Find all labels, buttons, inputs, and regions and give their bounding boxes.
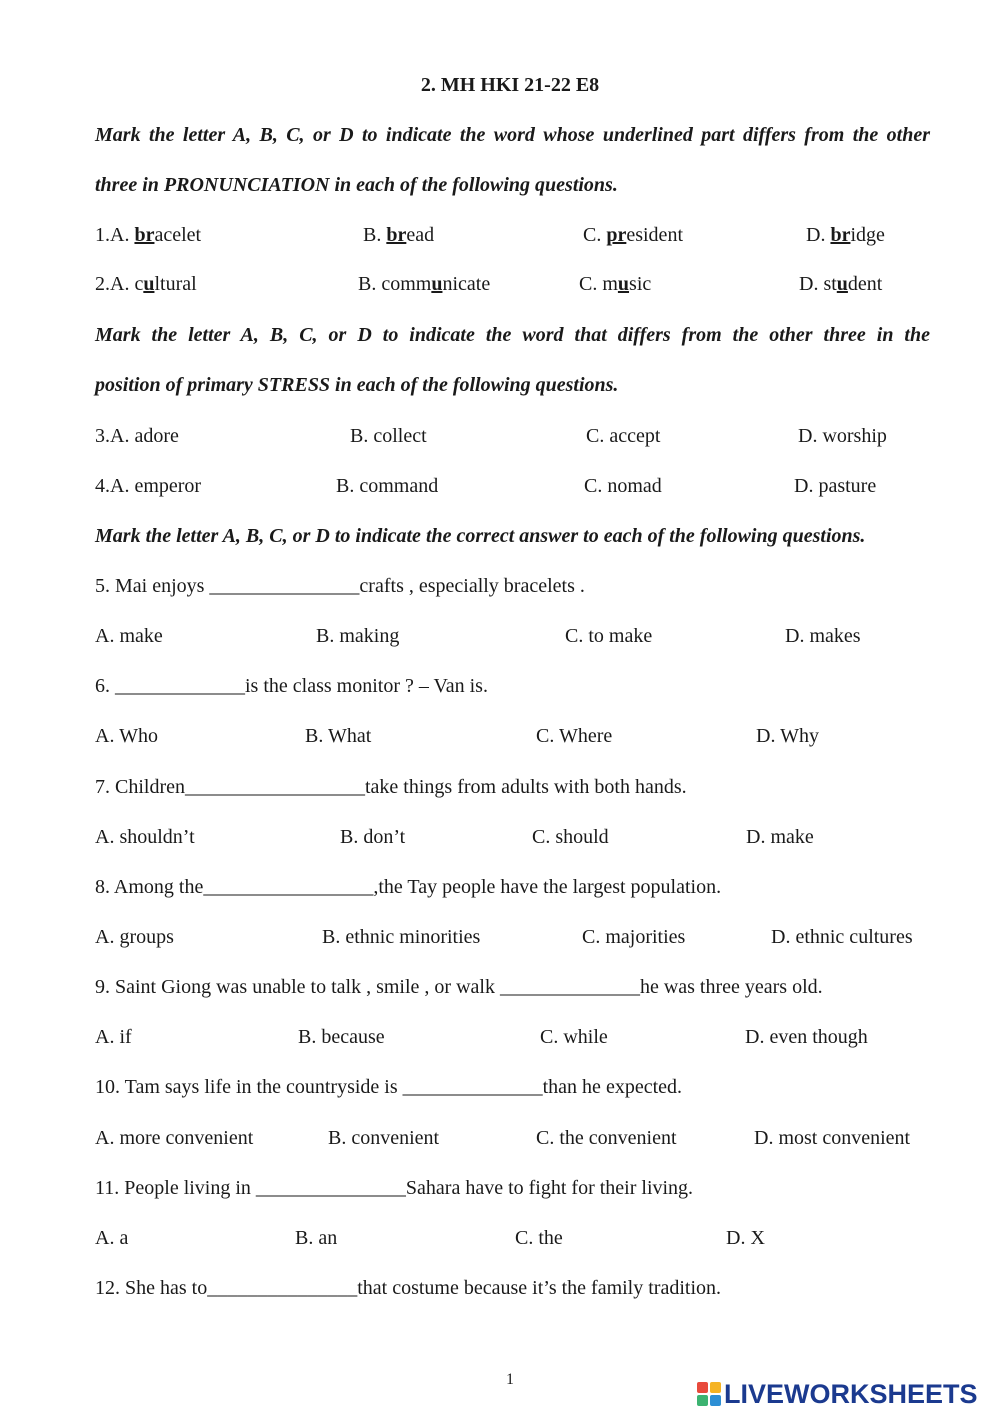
q12-stem: 12. She has to_______________that costume because it’s the family tradition.	[95, 1277, 722, 1299]
q8-option-b[interactable]: B. ethnic minorities	[322, 926, 481, 948]
q1-b-prefix: B.	[363, 224, 387, 246]
q10-stem: 10. Tam says life in the countryside is ______________than he expected.	[95, 1076, 683, 1098]
q1-b-underlined: br	[386, 224, 407, 246]
q5-option-d[interactable]: D. makes	[785, 625, 861, 647]
q1-a-suffix: acelet	[154, 224, 202, 246]
q7-stem: 7. Children__________________take things from adults with both hands.	[95, 776, 687, 798]
q2-b-suffix: nicate	[442, 273, 491, 295]
q1-d-prefix: D.	[806, 224, 831, 246]
q5-option-b[interactable]: B. making	[316, 625, 400, 647]
logo-icon-square-green	[697, 1395, 708, 1406]
q11-option-a[interactable]: A. a	[95, 1227, 129, 1249]
q10-option-c[interactable]: C. the convenient	[536, 1127, 677, 1149]
q6-option-d[interactable]: D. Why	[756, 725, 819, 747]
q7-option-c[interactable]: C. should	[532, 826, 609, 848]
q2-d-suffix: dent	[847, 273, 883, 295]
stress-instructions-line2: position of primary STRESS in each of the following questions.	[95, 374, 619, 396]
q5-option-c[interactable]: C. to make	[565, 625, 653, 647]
q9-option-a[interactable]: A. if	[95, 1026, 132, 1048]
q1-a-prefix: 1.A.	[95, 224, 135, 246]
q1-option-c[interactable]	[583, 223, 683, 247]
q2-a-suffix: ltural	[154, 273, 197, 295]
stress-instructions-line1: Mark the letter A, B, C, or D to indicate the word that differs from the other three in the	[95, 324, 930, 346]
q11-option-d[interactable]: D. X	[726, 1227, 765, 1249]
q2-d-prefix: D. st	[799, 273, 837, 295]
q2-option-a[interactable]	[95, 272, 197, 296]
q8-option-c[interactable]: C. majorities	[582, 926, 686, 948]
q8-option-d[interactable]: D. ethnic cultures	[771, 926, 913, 948]
pronunciation-instructions-line2: three in PRONUNCIATION in each of the following questions.	[95, 174, 618, 196]
q4-option-c[interactable]: C. nomad	[584, 475, 662, 497]
q9-stem: 9. Saint Giong was unable to talk , smile , or walk ______________he was three years old.	[95, 976, 823, 998]
q9-option-d[interactable]: D. even though	[745, 1026, 868, 1048]
q2-c-prefix: C. m	[579, 273, 618, 295]
q11-option-c[interactable]: C. the	[515, 1227, 563, 1249]
q9-option-b[interactable]: B. because	[298, 1026, 385, 1048]
q6-option-c[interactable]: C. Where	[536, 725, 613, 747]
worksheet-title: 2. MH HKI 21-22 E8	[420, 74, 600, 96]
q1-c-prefix: C.	[583, 224, 607, 246]
q7-option-a[interactable]: A. shouldn’t	[95, 826, 195, 848]
logo-icon-square-yellow	[710, 1382, 721, 1393]
q1-d-suffix: idge	[850, 224, 885, 246]
q1-d-underlined: br	[830, 224, 851, 246]
logo-icon-square-blue	[710, 1395, 721, 1406]
q1-option-a[interactable]	[95, 223, 201, 247]
q1-b-suffix: ead	[406, 224, 435, 246]
q5-stem: 5. Mai enjoys _______________crafts , especially bracelets .	[95, 575, 585, 597]
q3-option-b[interactable]: B. collect	[350, 425, 427, 447]
q1-option-d[interactable]	[806, 223, 885, 247]
q1-option-b[interactable]	[363, 223, 434, 247]
q7-option-b[interactable]: B. don’t	[340, 826, 406, 848]
q3-option-d[interactable]: D. worship	[798, 425, 887, 447]
q9-option-c[interactable]: C. while	[540, 1026, 608, 1048]
q6-stem: 6. _____________is the class monitor ? – Van is.	[95, 675, 488, 697]
q1-a-underlined: br	[134, 224, 155, 246]
q1-c-underlined: pr	[606, 224, 627, 246]
q10-option-a[interactable]: A. more convenient	[95, 1127, 254, 1149]
q10-option-b[interactable]: B. convenient	[328, 1127, 440, 1149]
page-number: 1	[506, 1371, 514, 1388]
q11-stem: 11. People living in _______________Sahara have to fight for their living.	[95, 1177, 694, 1199]
q10-option-d[interactable]: D. most convenient	[754, 1127, 911, 1149]
liveworksheets-logo[interactable]	[697, 1378, 978, 1410]
q4-option-b[interactable]: B. command	[336, 475, 439, 497]
q4-option-a[interactable]: 4.A. emperor	[95, 475, 202, 497]
grammar-instructions: Mark the letter A, B, C, or D to indicate the correct answer to each of the following questions.	[95, 525, 866, 547]
logo-icon-square-red	[697, 1382, 708, 1393]
q2-c-suffix: sic	[629, 273, 652, 295]
q2-c-underlined: u	[617, 273, 630, 295]
q11-option-b[interactable]: B. an	[295, 1227, 338, 1249]
liveworksheets-logo-icon	[697, 1382, 721, 1406]
q8-option-a[interactable]: A. groups	[95, 926, 174, 948]
q2-d-underlined: u	[836, 273, 848, 295]
q2-option-c[interactable]	[579, 272, 651, 296]
q7-option-d[interactable]: D. make	[746, 826, 814, 848]
q2-a-prefix: 2.A. c	[95, 273, 144, 295]
q2-option-b[interactable]	[358, 272, 490, 296]
q6-option-b[interactable]: B. What	[305, 725, 372, 747]
q6-option-a[interactable]: A. Who	[95, 725, 158, 747]
q8-stem: 8. Among the_________________,the Tay people have the largest population.	[95, 876, 722, 898]
q1-c-suffix: esident	[626, 224, 683, 246]
q2-b-prefix: B. comm	[358, 273, 432, 295]
liveworksheets-brand-text: LIVEWORKSHEETS	[724, 1379, 978, 1409]
q4-option-d[interactable]: D. pasture	[794, 475, 877, 497]
pronunciation-instructions-line1: Mark the letter A, B, C, or D to indicate the word whose underlined part differs from the other	[95, 124, 930, 146]
q3-option-c[interactable]: C. accept	[586, 425, 661, 447]
q2-b-underlined: u	[431, 273, 443, 295]
q2-option-d[interactable]	[799, 272, 882, 296]
q2-a-underlined: u	[143, 273, 155, 295]
q3-option-a[interactable]: 3.A. adore	[95, 425, 179, 447]
q5-option-a[interactable]: A. make	[95, 625, 163, 647]
